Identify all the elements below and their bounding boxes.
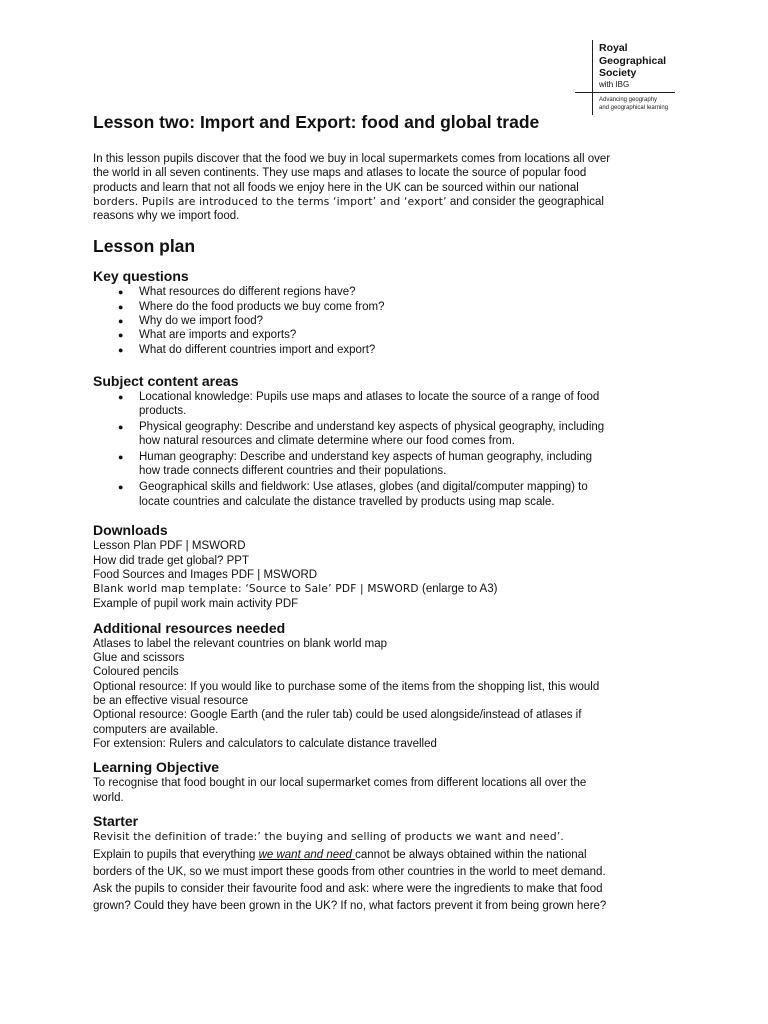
resource-line: Optional resource: If you would like to purchase some of the items from the shopping list, this would (93, 680, 600, 693)
downloads-heading: Downloads (93, 522, 168, 539)
intro-line: reasons why we import food. (93, 210, 240, 223)
logo-line-1: Royal (599, 42, 628, 54)
bullet-icon: ● (118, 422, 124, 433)
key-questions-heading: Key questions (93, 268, 189, 285)
list-item: ● Human geography: Describe and understand key aspects of human geography, including how trade connects different countries and their populations. (118, 451, 593, 478)
lesson-title: Lesson two: Import and Export: food and global trade (93, 112, 540, 132)
intro-line (93, 195, 683, 209)
starter-definition-line: Revisit the definition of trade:’ the buying and selling of products we want and need’. (93, 830, 564, 843)
starter-line: Ask the pupils to consider their favourite food and ask: where were the ingredients to make that food (93, 882, 603, 895)
download-blank-map-note: (enlarge to A3) (418, 583, 498, 596)
logo-line-3: Society (599, 67, 637, 79)
intro-paragraph (93, 152, 683, 223)
list-item: ● Geographical skills and fieldwork: Use atlases, globes (and digital/computer mapping) to locate countries and calculate the distance travelled by products using map scale. (118, 481, 588, 508)
intro-terms-tail: and consider the geographical (446, 195, 604, 208)
resource-line: For extension: Rulers and calculators to calculate distance travelled (93, 737, 437, 750)
additional-resources-heading: Additional resources needed (93, 619, 286, 636)
resource-line: be an effective visual resource (93, 695, 249, 708)
logo-tagline-1: Advancing geography (599, 97, 658, 103)
intro-terms-text: borders. Pupils are introduced to the terms ‘import’ and ‘export’ (93, 195, 447, 208)
bullet-icon: ● (118, 301, 124, 312)
intro-line: products and learn that not all foods we enjoy here in the UK can be sourced within our national (93, 181, 579, 194)
starter-heading: Starter (93, 812, 139, 829)
logo-name (599, 42, 666, 80)
starter-line: borders of the UK, so we must import these goods from other countries in the world to meet demand. (93, 865, 606, 878)
download-blank-map-link[interactable]: Blank world map template: ‘Source to Sale’ PDF | MSWORD (93, 583, 419, 596)
list-item: ● What are imports and exports? (118, 329, 297, 342)
bullet-icon: ● (118, 452, 124, 463)
download-food-sources-link[interactable]: Food Sources and Images PDF | MSWORD (93, 568, 318, 581)
logo-vertical-rule (592, 40, 593, 115)
resource-line: Glue and scissors (93, 652, 185, 665)
downloads-list (93, 539, 683, 610)
rgs-logo (575, 40, 685, 118)
bullet-icon: ● (118, 287, 124, 298)
objective-line: To recognise that food bought in our local supermarket comes from different locations all over the (93, 777, 587, 790)
starter-line: Explain to pupils that everything we want and need cannot be always obtained within the national (93, 848, 587, 861)
starter-line: grown? Could they have been grown in the UK? If no, what factors prevent it from being grown here? (93, 899, 607, 912)
resource-line: Coloured pencils (93, 666, 179, 679)
intro-line: the world in all seven continents. They use maps and atlases to locate the source of popular food (93, 167, 587, 180)
lesson-plan-heading: Lesson plan (93, 236, 196, 257)
logo-tagline-2: and geographical learning (599, 104, 669, 111)
download-trade-ppt-link[interactable]: How did trade get global? PPT (93, 554, 249, 567)
resource-line: computers are available. (93, 723, 219, 736)
bullet-icon: ● (118, 344, 124, 355)
download-blank-map-line[interactable] (93, 582, 683, 596)
resource-line: Optional resource: Google Earth (and the ruler tab) could be used alongside/instead of atlases if (93, 709, 582, 722)
document-content (93, 111, 683, 915)
list-item: ● What resources do different regions have? (118, 286, 356, 299)
list-item: ● Where do the food products we buy come from? (118, 300, 385, 313)
logo-horizontal-rule (575, 92, 675, 93)
list-item: ● What do different countries import and export? (118, 343, 376, 356)
logo-line-2: Geographical (599, 54, 667, 67)
subject-content-heading: Subject content areas (93, 372, 239, 389)
logo-with-ibg: with IBG (599, 80, 630, 89)
starter-text (93, 830, 683, 915)
download-lesson-plan-link[interactable]: Lesson Plan PDF | MSWORD (93, 540, 246, 553)
learning-objective-heading: Learning Objective (93, 759, 220, 776)
bullet-icon: ● (118, 391, 124, 402)
download-pupil-work-link[interactable]: Example of pupil work main activity PDF (93, 597, 299, 610)
bullet-icon: ● (118, 330, 124, 341)
bullet-icon: ● (118, 482, 124, 493)
objective-line: world. (93, 791, 124, 804)
key-questions-list (93, 285, 683, 356)
list-item: ● Why do we import food? (118, 315, 264, 328)
subject-content-list (93, 390, 683, 509)
intro-line: In this lesson pupils discover that the food we buy in local supermarkets comes from locations all over (93, 153, 611, 165)
additional-resources-list (93, 637, 683, 751)
resource-line: Atlases to label the relevant countries on blank world map (93, 637, 388, 650)
learning-objective-text (93, 776, 683, 805)
list-item: ● Locational knowledge: Pupils use maps and atlases to locate the source of a range of food products. (118, 390, 600, 418)
bullet-icon: ● (118, 316, 124, 327)
list-item: ● Physical geography: Describe and understand key aspects of physical geography, including how natural resources and climate determine where our food comes from. (118, 421, 605, 448)
want-and-need-emphasis: we want and need (258, 848, 356, 861)
logo-tagline (599, 97, 668, 112)
